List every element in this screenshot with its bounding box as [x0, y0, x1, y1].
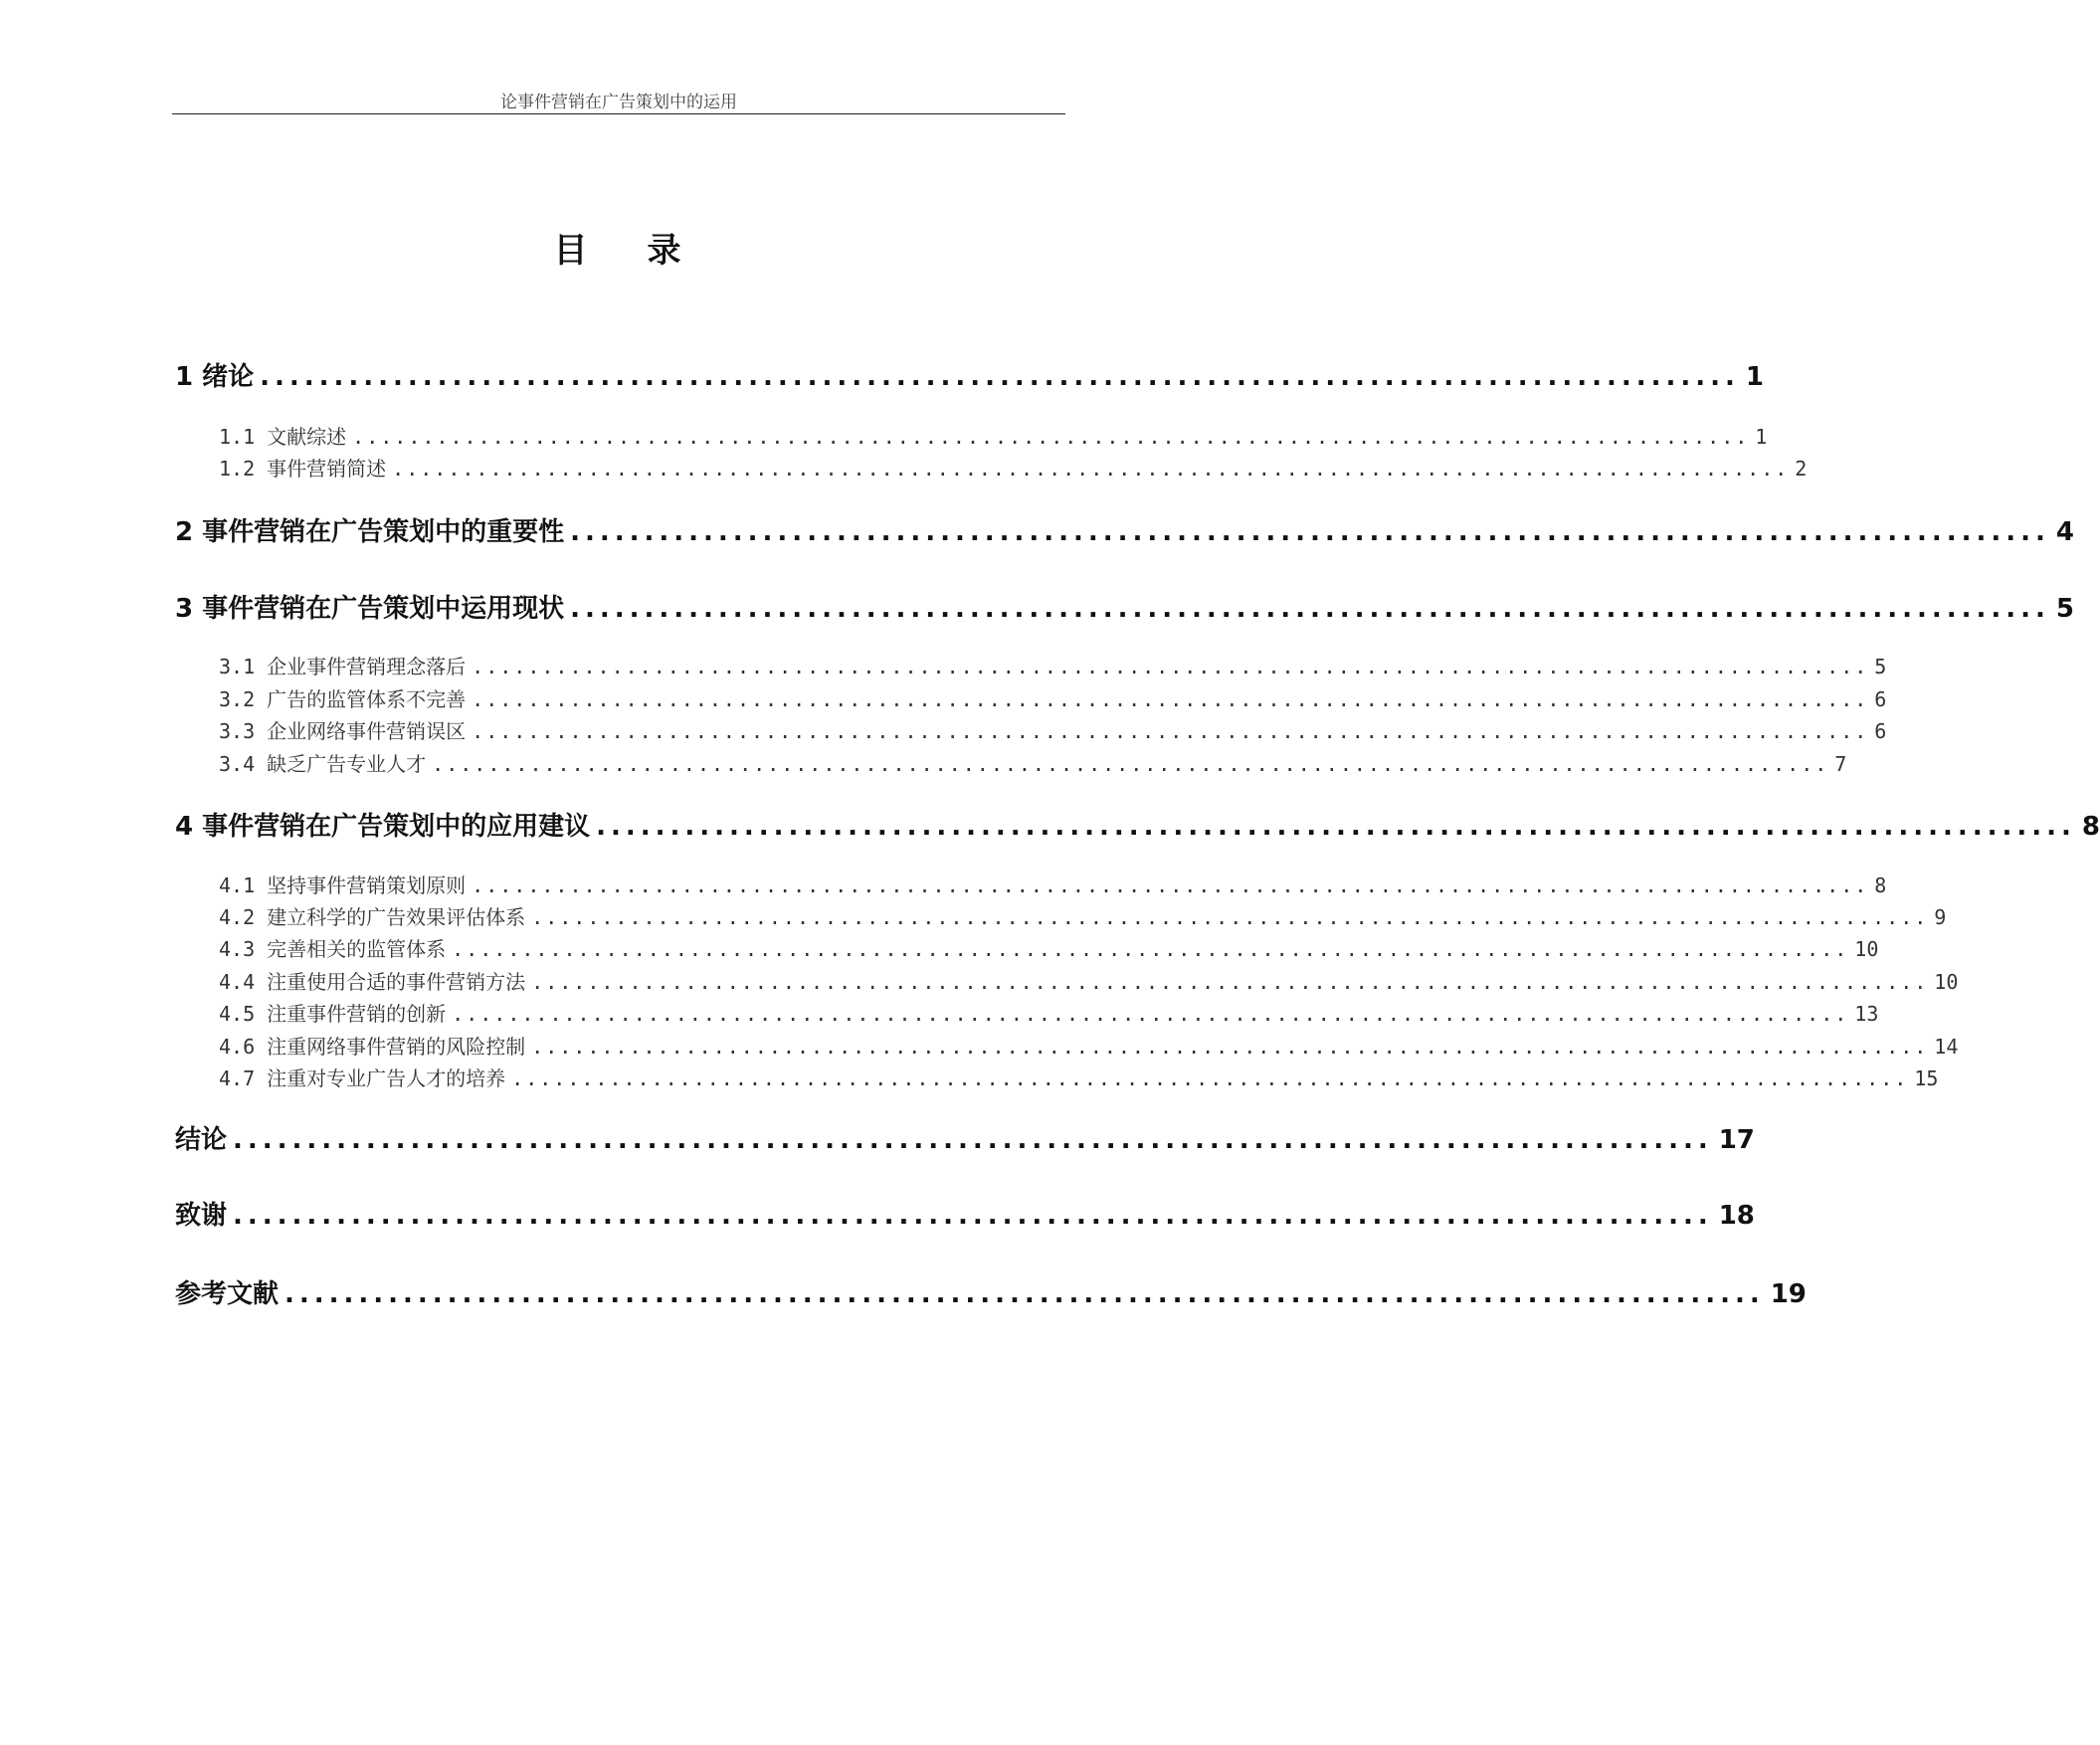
toc-entry-chapter-3[interactable]: [175, 588, 2074, 625]
toc-entry-label: 4.7 注重对专业广告人才的培养: [219, 1066, 506, 1090]
toc-leader-dots: ....................................................................................................: [472, 687, 1869, 711]
toc-leader-dots: ....................................................................................................: [233, 1201, 1713, 1231]
toc-entry-chapter-4[interactable]: [175, 806, 2100, 843]
toc-entry-label: 参考文献: [175, 1279, 280, 1309]
toc-entry-page: 8: [2081, 812, 2100, 842]
toc-entry-page: 5: [2055, 594, 2074, 624]
toc-title: 目录: [553, 231, 741, 271]
toc-entry-label: 3.3 企业网络事件营销误区: [219, 719, 467, 743]
toc-leader-dots: ....................................................................................................: [472, 719, 1869, 743]
toc-entry-label: 3 事件营销在广告策划中运用现状: [175, 594, 565, 624]
toc-entry-page: 6: [1874, 687, 1887, 711]
toc-entry-page: 18: [1718, 1201, 1755, 1231]
toc-entry-4-5[interactable]: [219, 998, 1879, 1027]
toc-entry-page: 17: [1718, 1125, 1755, 1155]
toc-entry-page: 4: [2055, 517, 2074, 547]
toc-entry-page: 1: [1745, 362, 1764, 392]
toc-entry-page: 5: [1874, 655, 1887, 679]
toc-entry-page: 19: [1770, 1279, 1807, 1309]
toc-entry-label: 1.1 文献综述: [219, 425, 347, 449]
toc-leader-dots: ....................................................................................................: [570, 594, 2050, 624]
toc-entry-label: 2 事件营销在广告策划中的重要性: [175, 517, 565, 547]
toc-leader-dots: ....................................................................................................: [531, 1035, 1929, 1059]
toc-leader-dots: ....................................................................................................: [452, 937, 1849, 961]
toc-entry-1-1[interactable]: [219, 421, 1768, 450]
toc-entry-3-4[interactable]: [219, 748, 1847, 777]
toc-entry-label: 3.1 企业事件营销理念落后: [219, 655, 467, 679]
toc-entry-label: 结论: [175, 1125, 228, 1155]
toc-entry-4-2[interactable]: [219, 901, 1947, 930]
toc-leader-dots: ....................................................................................................: [596, 812, 2076, 842]
toc-leader-dots: ....................................................................................................: [531, 905, 1929, 929]
toc-entry-4-7[interactable]: [219, 1063, 1939, 1091]
toc-entry-page: 6: [1874, 719, 1887, 743]
toc-entry-label: 1 绪论: [175, 362, 255, 392]
toc-entry-references[interactable]: [175, 1273, 1807, 1310]
toc-entry-4-3[interactable]: [219, 933, 1879, 962]
toc-entry-label: 4.5 注重事件营销的创新: [219, 1002, 447, 1026]
toc-leader-dots: ....................................................................................................: [452, 1002, 1849, 1026]
toc-entry-page: 1: [1755, 425, 1768, 449]
toc-leader-dots: ....................................................................................................: [432, 752, 1829, 776]
toc-entry-page: 2: [1795, 457, 1808, 481]
toc-entry-1-2[interactable]: [219, 453, 1808, 482]
toc-entry-label: 4.6 注重网络事件营销的风险控制: [219, 1035, 526, 1059]
toc-entry-chapter-1[interactable]: [175, 356, 1764, 393]
toc-entry-3-2[interactable]: [219, 683, 1887, 712]
toc-entry-page: 10: [1854, 937, 1879, 961]
toc-entry-3-3[interactable]: [219, 715, 1887, 744]
toc-entry-4-1[interactable]: [219, 870, 1887, 898]
toc-entry-page: 14: [1934, 1035, 1959, 1059]
toc-leader-dots: ....................................................................................................: [392, 457, 1790, 481]
toc-entry-page: 9: [1934, 905, 1947, 929]
toc-leader-dots: ....................................................................................................: [285, 1279, 1765, 1309]
toc-entry-conclusion[interactable]: [175, 1119, 1755, 1156]
toc-entry-label: 4.4 注重使用合适的事件营销方法: [219, 970, 526, 994]
toc-entry-label: 4 事件营销在广告策划中的应用建议: [175, 812, 591, 842]
toc-entry-4-4[interactable]: [219, 966, 1959, 995]
toc-entry-label: 4.3 完善相关的监管体系: [219, 937, 447, 961]
toc-entry-acknowledgements[interactable]: [175, 1195, 1755, 1232]
toc-leader-dots: ....................................................................................................: [472, 655, 1869, 679]
toc-leader-dots: ....................................................................................................: [352, 425, 1750, 449]
toc-entry-chapter-2[interactable]: [175, 511, 2074, 548]
header-rule: [172, 113, 1065, 114]
toc-entry-page: 15: [1914, 1066, 1939, 1090]
toc-entry-page: 7: [1834, 752, 1847, 776]
toc-entry-4-6[interactable]: [219, 1031, 1959, 1060]
toc-entry-label: 致谢: [175, 1201, 228, 1231]
running-header: 论事件营销在广告策划中的运用: [500, 93, 737, 111]
toc-leader-dots: ....................................................................................................: [260, 362, 1740, 392]
toc-entry-label: 3.2 广告的监管体系不完善: [219, 687, 467, 711]
toc-entry-page: 10: [1934, 970, 1959, 994]
toc-entry-label: 3.4 缺乏广告专业人才: [219, 752, 427, 776]
toc-entry-page: 8: [1874, 873, 1887, 897]
toc-leader-dots: ....................................................................................................: [472, 873, 1869, 897]
toc-entry-3-1[interactable]: [219, 651, 1887, 679]
toc-leader-dots: ....................................................................................................: [570, 517, 2050, 547]
toc-leader-dots: ....................................................................................................: [233, 1125, 1713, 1155]
toc-leader-dots: ....................................................................................................: [531, 970, 1929, 994]
toc-entry-label: 4.2 建立科学的广告效果评估体系: [219, 905, 526, 929]
toc-entry-label: 4.1 坚持事件营销策划原则: [219, 873, 467, 897]
toc-entry-page: 13: [1854, 1002, 1879, 1026]
toc-leader-dots: ....................................................................................................: [511, 1066, 1909, 1090]
toc-entry-label: 1.2 事件营销简述: [219, 457, 387, 481]
